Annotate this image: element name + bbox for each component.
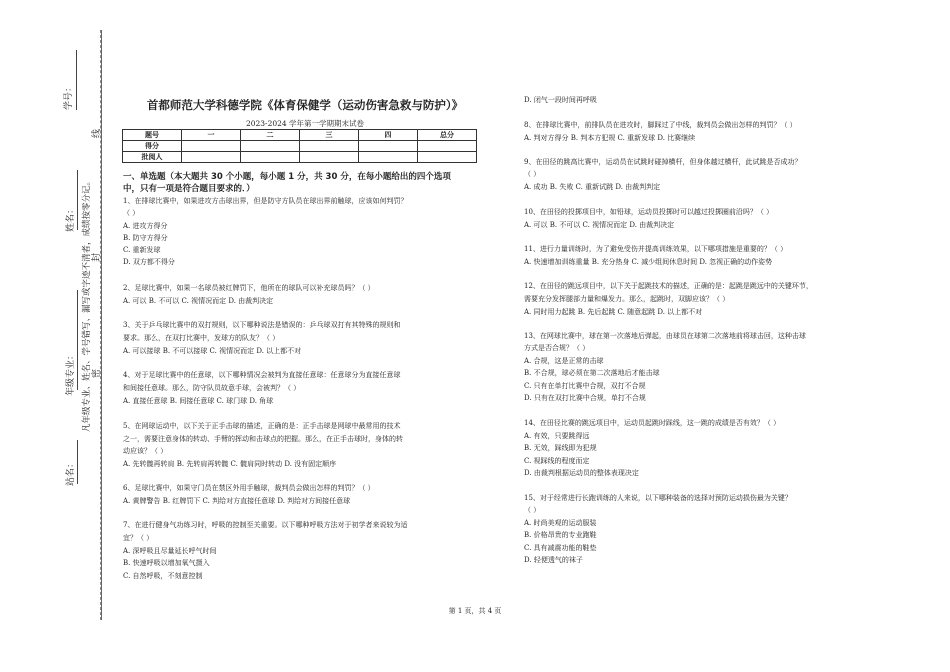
seal-line-char: 线 — [92, 128, 102, 138]
score-table — [122, 129, 477, 163]
score-table-header-row — [123, 130, 477, 141]
question-line: 5、在网球运动中，以下关于正手击球的描述，正确的是：正手击球是网球中最常用的技术 — [123, 422, 401, 430]
score-header-cell: 三 — [300, 130, 359, 141]
option-line: A. 可以 B. 不可以 C. 视情况而定 D. 由裁判决定 — [123, 297, 274, 305]
exam-title: 首都师范大学科德学院《体育保健学（运动伤害急救与防护）》 — [146, 98, 464, 112]
score-row-label: 批阅人 — [123, 152, 182, 163]
seal-mi-char: 密 — [92, 368, 102, 378]
option-line: C. 视踩线的程度而定 — [524, 457, 590, 465]
option-line: B. 防守方得分 — [123, 234, 168, 242]
score-header-cell: 一 — [182, 130, 241, 141]
option-line: A. 进攻方得分 — [123, 222, 168, 230]
score-cell[interactable] — [241, 152, 300, 163]
question-line: 需要充分发挥腿部力量和爆发力。那么，起跳时，双脚应该？（ ） — [524, 295, 730, 303]
score-cell[interactable] — [182, 152, 241, 163]
option-line: A. 判对方得分 B. 判本方犯规 C. 重新发球 D. 比赛继续 — [524, 134, 696, 142]
zhanming-blank-line — [77, 440, 78, 484]
question-line: 1、在排球比赛中，如果进攻方击球出界，但是防守方队员在球出界前触球，应该如何判罚？ — [123, 197, 408, 205]
option-line: C. 重新发球 — [123, 246, 161, 254]
nianji-label: 年级专业： — [66, 350, 76, 396]
xuehao-blank-line — [76, 50, 77, 110]
question-line: （ ） — [524, 170, 541, 178]
question-line: 3、关于乒乓球比赛中的双打规则，以下哪种说法是错误的：乒乓球双打有其特殊的规则和 — [123, 321, 401, 329]
score-header-cell: 题号 — [123, 130, 182, 141]
option-line: D. 只有在双打比赛中合规，单打不合规 — [524, 394, 646, 402]
option-line: A. 深呼吸且尽量延长呼气时间 — [123, 547, 217, 555]
option-line: B. 不合规，球必须在第二次落地后才能击球 — [524, 369, 660, 377]
score-header-cell: 四 — [359, 130, 418, 141]
zhanming-label: 站名： — [66, 458, 76, 486]
seal-feng-char: 封 — [92, 252, 102, 262]
score-table-row — [123, 152, 477, 163]
xingming-label: 姓名： — [66, 204, 76, 232]
option-line: A. 成功 B. 失败 C. 重新试跳 D. 由裁判判定 — [524, 183, 661, 191]
option-line: D. 轻便透气的袜子 — [524, 556, 583, 564]
score-header-cell: 二 — [241, 130, 300, 141]
option-line: B. 快速呼吸以增加氧气摄入 — [123, 559, 210, 567]
question-line: 4、对于足球比赛中的任意球，以下哪种情况会被判为直接任意球：任意球分为直接任意球 — [123, 371, 401, 379]
option-line: A. 直接任意球 B. 间接任意球 C. 球门球 D. 角球 — [123, 397, 274, 405]
nianji-blank-line — [77, 290, 78, 390]
score-cell[interactable] — [359, 152, 418, 163]
question-line: 11、进行力量训练时，为了避免受伤并提高训练效果，以下哪项措施是重要的？（ ） — [524, 245, 788, 253]
question-line: 2、足球比赛中，如果一名球员被红牌罚下，他所在的球队可以补充球员吗？（ ） — [123, 284, 375, 292]
question-line: 10、在田径的投掷项目中，如铅球，运动员投掷时可以越过投掷圈前沿吗？（ ） — [524, 208, 774, 216]
question-line: 之一，需要注意身体的转动、手臂的挥动和击球点的把握。那么，在正手击球时，身体的转 — [123, 435, 403, 443]
score-cell[interactable] — [418, 141, 477, 152]
option-line: A. 可以 B. 不可以 C. 视情况而定 D. 由裁判决定 — [524, 221, 675, 229]
question-line: 要求。那么，在双打比赛中，发球方的队友？（ ） — [123, 334, 280, 342]
option-line: A. 先转髋再转肩 B. 先转肩再转髋 C. 髋肩同时转动 D. 没有固定顺序 — [123, 460, 337, 468]
option-line: D. 双方都不得分 — [123, 258, 175, 266]
score-cell[interactable] — [418, 152, 477, 163]
section-heading: 一、单选题（本大题共 30 个小题，每小题 1 分，共 30 分，在每小题给出的四个选项中，只有一项是符合题目要求的．） — [123, 172, 451, 194]
option-line: B. 无效，踩线即为犯规 — [524, 444, 597, 452]
xingming-blank-line — [77, 170, 78, 230]
option-line: A. 有效，只要跳得远 — [524, 432, 590, 440]
option-line: A. 同时用力起跳 B. 先后起跳 C. 随意起跳 D. 以上都不对 — [524, 308, 703, 316]
question-line: 15、对于经常进行长跑训练的人来说，以下哪种装备的选择对预防运动损伤最为关键？ — [524, 494, 792, 502]
question-line: 6、足球比赛中，如果守门员在禁区外用手触球，裁判员会做出怎样的判罚？（ ） — [123, 484, 375, 492]
option-line: C. 只有在单打比赛中合规，双打不合规 — [524, 382, 646, 390]
option-line: C. 具有减震功能的鞋垫 — [524, 544, 597, 552]
seal-dashed-line — [100, 30, 101, 620]
question-line: 和间接任意球。那么，防守队员故意手球，会被判？（ ） — [123, 384, 301, 392]
option-line: D. 闭气一段时间再呼吸 — [524, 96, 597, 104]
score-cell[interactable] — [300, 141, 359, 152]
question-line: 9、在田径的跳高比赛中，运动员在试跳时碰掉横杆，但身体越过横杆，此试跳是否成功？ — [524, 158, 802, 166]
score-cell[interactable] — [300, 152, 359, 163]
score-cell[interactable] — [182, 141, 241, 152]
option-line: C. 自然呼吸，不刻意控制 — [123, 572, 203, 580]
question-line: （ ） — [123, 209, 140, 217]
question-line: 12、在田径的跳远项目中，以下关于起跳技术的描述，正确的是：起跳是跳远中的关键环节， — [524, 282, 813, 290]
score-cell[interactable] — [359, 141, 418, 152]
option-line: A. 时尚美观的运动服装 — [524, 519, 597, 527]
question-line: 宜？（ ） — [123, 534, 154, 542]
xuehao-label: 学号： — [64, 82, 74, 110]
option-line: D. 由裁判根据运动员的整体表现决定 — [524, 469, 639, 477]
option-line: A. 快速增加训练重量 B. 充分热身 C. 减少组间休息时间 D. 忽视正确的动作姿势 — [524, 258, 773, 266]
question-line: 13、在网球比赛中，球在第一次落地后弹起，由球员在球第二次落地前将球击回，这种击球 — [524, 332, 806, 340]
question-line: 14、在田径比赛的跳远项目中，运动员起跳时踩线，这一跳的成绩是否有效？（ ） — [524, 419, 781, 427]
margin-separator-line — [101, 30, 102, 620]
question-line: 动应该？（ ） — [123, 447, 168, 455]
score-header-cell: 总分 — [418, 130, 477, 141]
option-line: A. 合规，这是正常的击球 — [524, 357, 604, 365]
question-line: 8、在排球比赛中，前排队员在进攻时，脚踩过了中线，裁判员会做出怎样的判罚？（ ） — [524, 121, 797, 129]
option-line: B. 价格昂贵的专业跑鞋 — [524, 531, 597, 539]
question-line: （ ） — [524, 506, 541, 514]
question-line: 7、在进行健身气功练习时，呼吸的控制至关重要。以下哪种呼吸方法对于初学者来说较为适 — [123, 521, 408, 529]
score-row-label: 得分 — [123, 141, 182, 152]
option-line: A. 黄牌警告 B. 红牌罚下 C. 判给对方直接任意球 D. 判给对方间接任意球 — [123, 497, 351, 505]
exam-subtitle: 2023-2024 学年第一学期期末试卷 — [245, 119, 365, 128]
page-footer: 第 1 页，共 4 页 — [448, 607, 502, 615]
notice-text: 凡年级专业、姓名、学号错写、漏写或字迹不清者，成绩按零分记。 — [82, 176, 92, 432]
score-table-row — [123, 141, 477, 152]
score-cell[interactable] — [241, 141, 300, 152]
option-line: A. 可以接球 B. 不可以接球 C. 视情况而定 D. 以上都不对 — [123, 347, 302, 355]
question-line: 方式是否合规？（ ） — [524, 344, 590, 352]
